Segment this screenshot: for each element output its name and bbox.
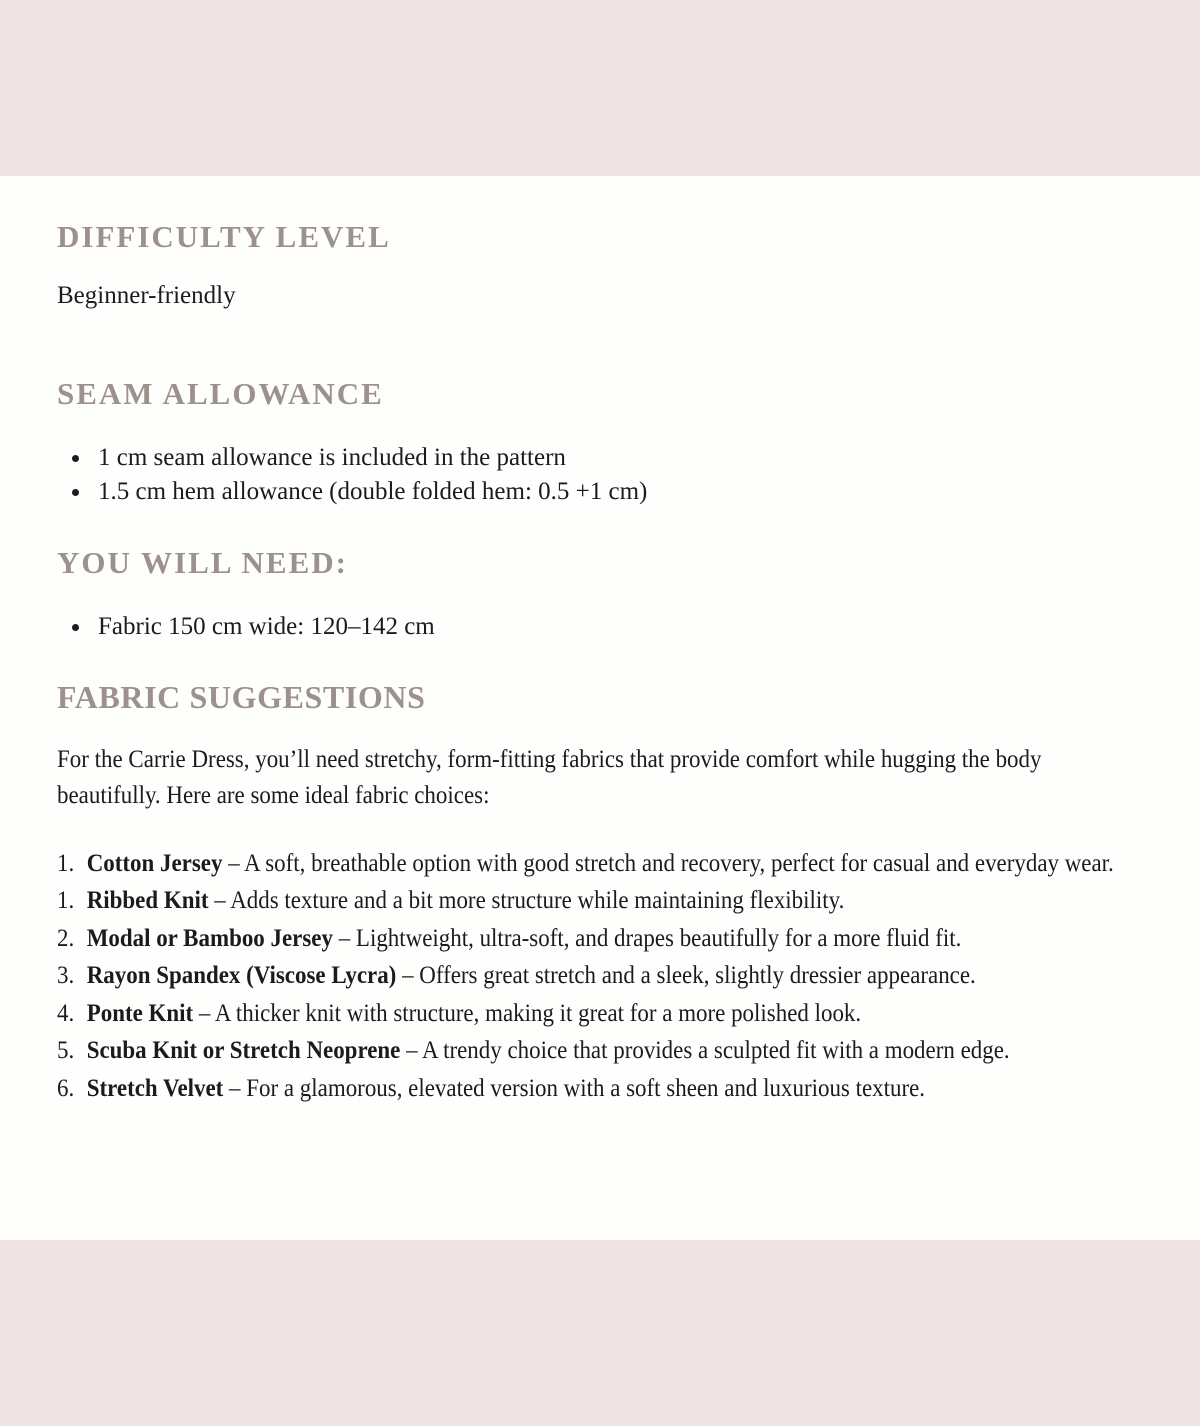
list-item-number: 6. — [57, 1072, 75, 1102]
fabric-suggestions-list — [57, 844, 1145, 1106]
list-item-term: Scuba Knit or Stretch Neoprene — [86, 1035, 401, 1065]
list-item-description: – Lightweight, ultra-soft, and drapes beautifully for a more fluid fit. — [332, 922, 962, 952]
spacer — [57, 812, 1145, 844]
list-item-number: 5. — [57, 1035, 75, 1065]
list-item-description: – A soft, breathable option with good stretch and recovery, perfect for casual and everyday wear. — [222, 847, 1114, 877]
list-item-number: 2. — [57, 922, 75, 952]
list-item — [57, 475, 1145, 510]
document-page — [0, 176, 1200, 1106]
fabric-suggestions-body — [57, 741, 1145, 1106]
list-item-text: 1 cm seam allowance is included in the pattern — [98, 443, 566, 471]
list-item-term: Cotton Jersey — [86, 847, 223, 877]
top-decorative-band — [0, 0, 1200, 176]
bottom-decorative-band — [0, 1240, 1200, 1426]
list-item-number: 3. — [57, 960, 75, 990]
list-item-description: – Adds texture and a bit more structure while maintaining flexibility. — [208, 885, 845, 915]
list-item-description: – Offers great stretch and a sleek, slightly dressier appearance. — [396, 960, 976, 990]
list-item-number: 4. — [57, 997, 75, 1027]
fabric-suggestions-heading: FABRIC SUGGESTIONS — [57, 679, 426, 716]
list-item-number: 1. — [57, 847, 75, 877]
spacer — [57, 715, 1145, 741]
list-item-text: Fabric 150 cm wide: 120–142 cm — [98, 612, 435, 640]
list-item — [57, 1031, 1145, 1068]
spacer — [57, 580, 1145, 610]
spacer — [57, 176, 1145, 220]
list-item-term: Stretch Velvet — [86, 1072, 224, 1102]
spacer — [57, 313, 1145, 377]
you-will-need-list — [57, 610, 1145, 645]
fabric-suggestions-intro: For the Carrie Dress, you’ll need stretchy, form-fitting fabrics that provide comfort while hugging the body beautifully. Here are some ideal fabric choices: — [57, 744, 1042, 809]
list-item-term: Ribbed Knit — [86, 885, 209, 915]
list-item-description: – A thicker knit with structure, making it great for a more polished look. — [193, 997, 862, 1027]
list-item-description: – For a glamorous, elevated version with a soft sheen and luxurious texture. — [223, 1072, 926, 1102]
list-item — [57, 919, 1145, 956]
spacer — [57, 510, 1145, 546]
spacer — [57, 644, 1145, 680]
seam-allowance-heading: SEAM ALLOWANCE — [57, 375, 384, 411]
seam-allowance-list — [57, 441, 1145, 510]
difficulty-level-heading: DIFFICULTY LEVEL — [57, 219, 391, 254]
list-item-term: Modal or Bamboo Jersey — [86, 922, 333, 952]
list-item — [57, 1069, 1145, 1106]
list-item-term: Ponte Knit — [86, 997, 194, 1027]
you-will-need-heading: YOU WILL NEED: — [57, 544, 348, 580]
list-item — [57, 994, 1145, 1031]
list-item-number: 1. — [57, 885, 75, 915]
list-item — [57, 844, 1145, 881]
spacer — [57, 254, 1145, 280]
list-item-term: Rayon Spandex (Viscose Lycra) — [86, 960, 397, 990]
difficulty-level-value: Beginner-friendly — [57, 282, 236, 310]
list-item — [57, 610, 1145, 645]
list-item — [57, 956, 1145, 993]
list-item-description: – A trendy choice that provides a sculpted fit with a modern edge. — [400, 1035, 1010, 1065]
spacer — [57, 411, 1145, 441]
list-item — [57, 881, 1145, 918]
list-item — [57, 441, 1145, 476]
list-item-text: 1.5 cm hem allowance (double folded hem: 0.5 +1 cm) — [98, 478, 648, 506]
